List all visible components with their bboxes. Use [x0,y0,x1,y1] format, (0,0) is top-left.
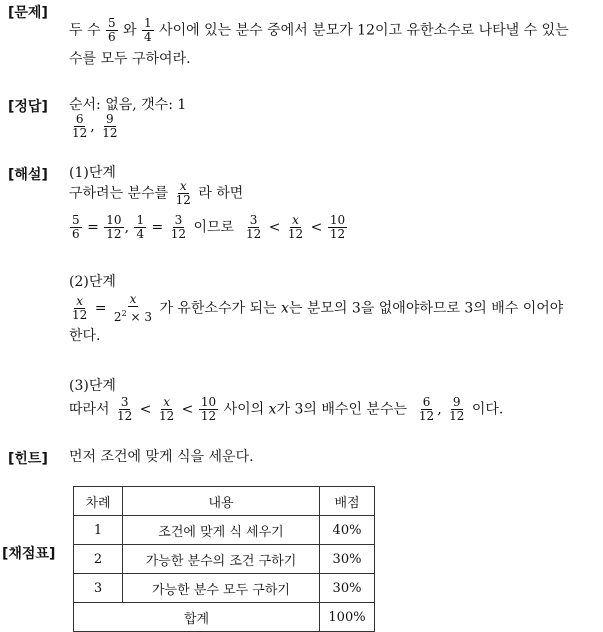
problem-text: 사이에 있는 분수 중에서 분모가 12이고 유한소수로 나타낼 수 있는 [159,22,569,39]
hint-text: 먼저 조건에 맞게 식을 세운다. [69,449,254,465]
total-value: 100% [320,603,375,632]
fraction: $\frac{9}{12}$ [449,395,465,423]
header-cell: 차례 [74,487,123,516]
answer-label: [정답] [8,99,48,115]
table-row [74,545,375,574]
fraction: $\frac{x}{12}$ [175,179,191,207]
table-row [74,574,375,603]
problem-text: 두 수 [69,22,101,39]
problem-label: [문제] [8,5,48,21]
table-total-row [74,603,375,632]
problem-line-2: 수를 모두 구하여라. [69,51,191,67]
problem-text: 와 [123,22,137,39]
rubric-table [73,486,375,632]
fraction: $\frac{3}{12}$ [245,213,262,241]
table-cell: 30% [320,545,375,574]
fraction: $\frac{6}{12}$ [418,395,435,423]
header-cell: 배점 [320,487,375,516]
fraction: $\frac{5}{6}$ [107,16,116,44]
fraction: $\frac{x}{2^2 \times 3}$ [113,292,152,324]
fraction: $\frac{10}{12}$ [329,213,346,241]
table-cell: 조건에 맞게 식 세우기 [123,516,320,545]
fraction: $\frac{3}{12}$ [117,395,133,423]
fraction: $\frac{10}{12}$ [200,395,217,423]
solution-label: [해설] [8,167,48,183]
hint-label: [힌트] [8,451,48,467]
fraction: $\frac{5}{6}$ [72,213,80,241]
fraction: $\frac{6}{12}$ [72,112,88,140]
step2-title: (2)단계 [69,274,116,290]
table-cell: 40% [320,516,375,545]
table-row [74,516,375,545]
fraction: $\frac{x}{12}$ [72,294,88,322]
answer-line-1: 순서: 없음, 갯수: 1 [69,97,187,113]
step2-line-2: 한다. [69,328,101,344]
table-cell: 2 [74,545,123,574]
table-cell: 1 [74,516,123,545]
step1-equation: $\frac{5}{6}$ = $\frac{10}{12}$ , $\frac{1}{4}$ = $\frac{3}{12}$ 이므로 $\frac{3}{12}$ < $\frac{x}{12}$ < $\frac{10}{12}$ [72,213,346,241]
step2-line: $\frac{x}{12}$ = $\frac{x}{2^2 \times 3}$ 가 유한소수가 되는 x는 분모의 3을 없애야하므로 3의 배수 이어야 [72,292,564,324]
total-label: 합계 [74,603,320,632]
step3-title: (3)단계 [69,378,116,394]
problem-line-1 [69,17,569,44]
table-header-row [74,487,375,516]
fraction: $\frac{x}{12}$ [158,395,175,423]
fraction: $\frac{9}{12}$ [102,112,118,140]
table-cell: 가능한 분수 모두 구하기 [123,574,320,603]
answer-fractions: $\frac{6}{12}$ , $\frac{9}{12}$ [72,112,118,140]
step3-line: 따라서 $\frac{3}{12}$ < $\frac{x}{12}$ < $\frac{10}{12}$ 사이의 x가 3의 배수인 분수는 $\frac{6}{12}$ , $\frac{9}{12}$ 이다. [69,395,504,423]
fraction: $\frac{10}{12}$ [106,213,122,241]
rubric-label: [채점표] [2,546,56,562]
step1-line: 구하려는 분수를 $\frac{x}{12}$ 라 하면 [69,179,244,207]
table-cell: 3 [74,574,123,603]
table-cell: 가능한 분수의 조건 구하기 [123,545,320,574]
fraction: $\frac{1}{4}$ [136,213,145,241]
header-cell: 내용 [123,487,320,516]
fraction: $\frac{3}{12}$ [170,213,187,241]
fraction: $\frac{1}{4}$ [144,16,152,44]
table-cell: 30% [320,574,375,603]
step1-title: (1)단계 [69,165,116,181]
fraction: $\frac{x}{12}$ [287,213,304,241]
